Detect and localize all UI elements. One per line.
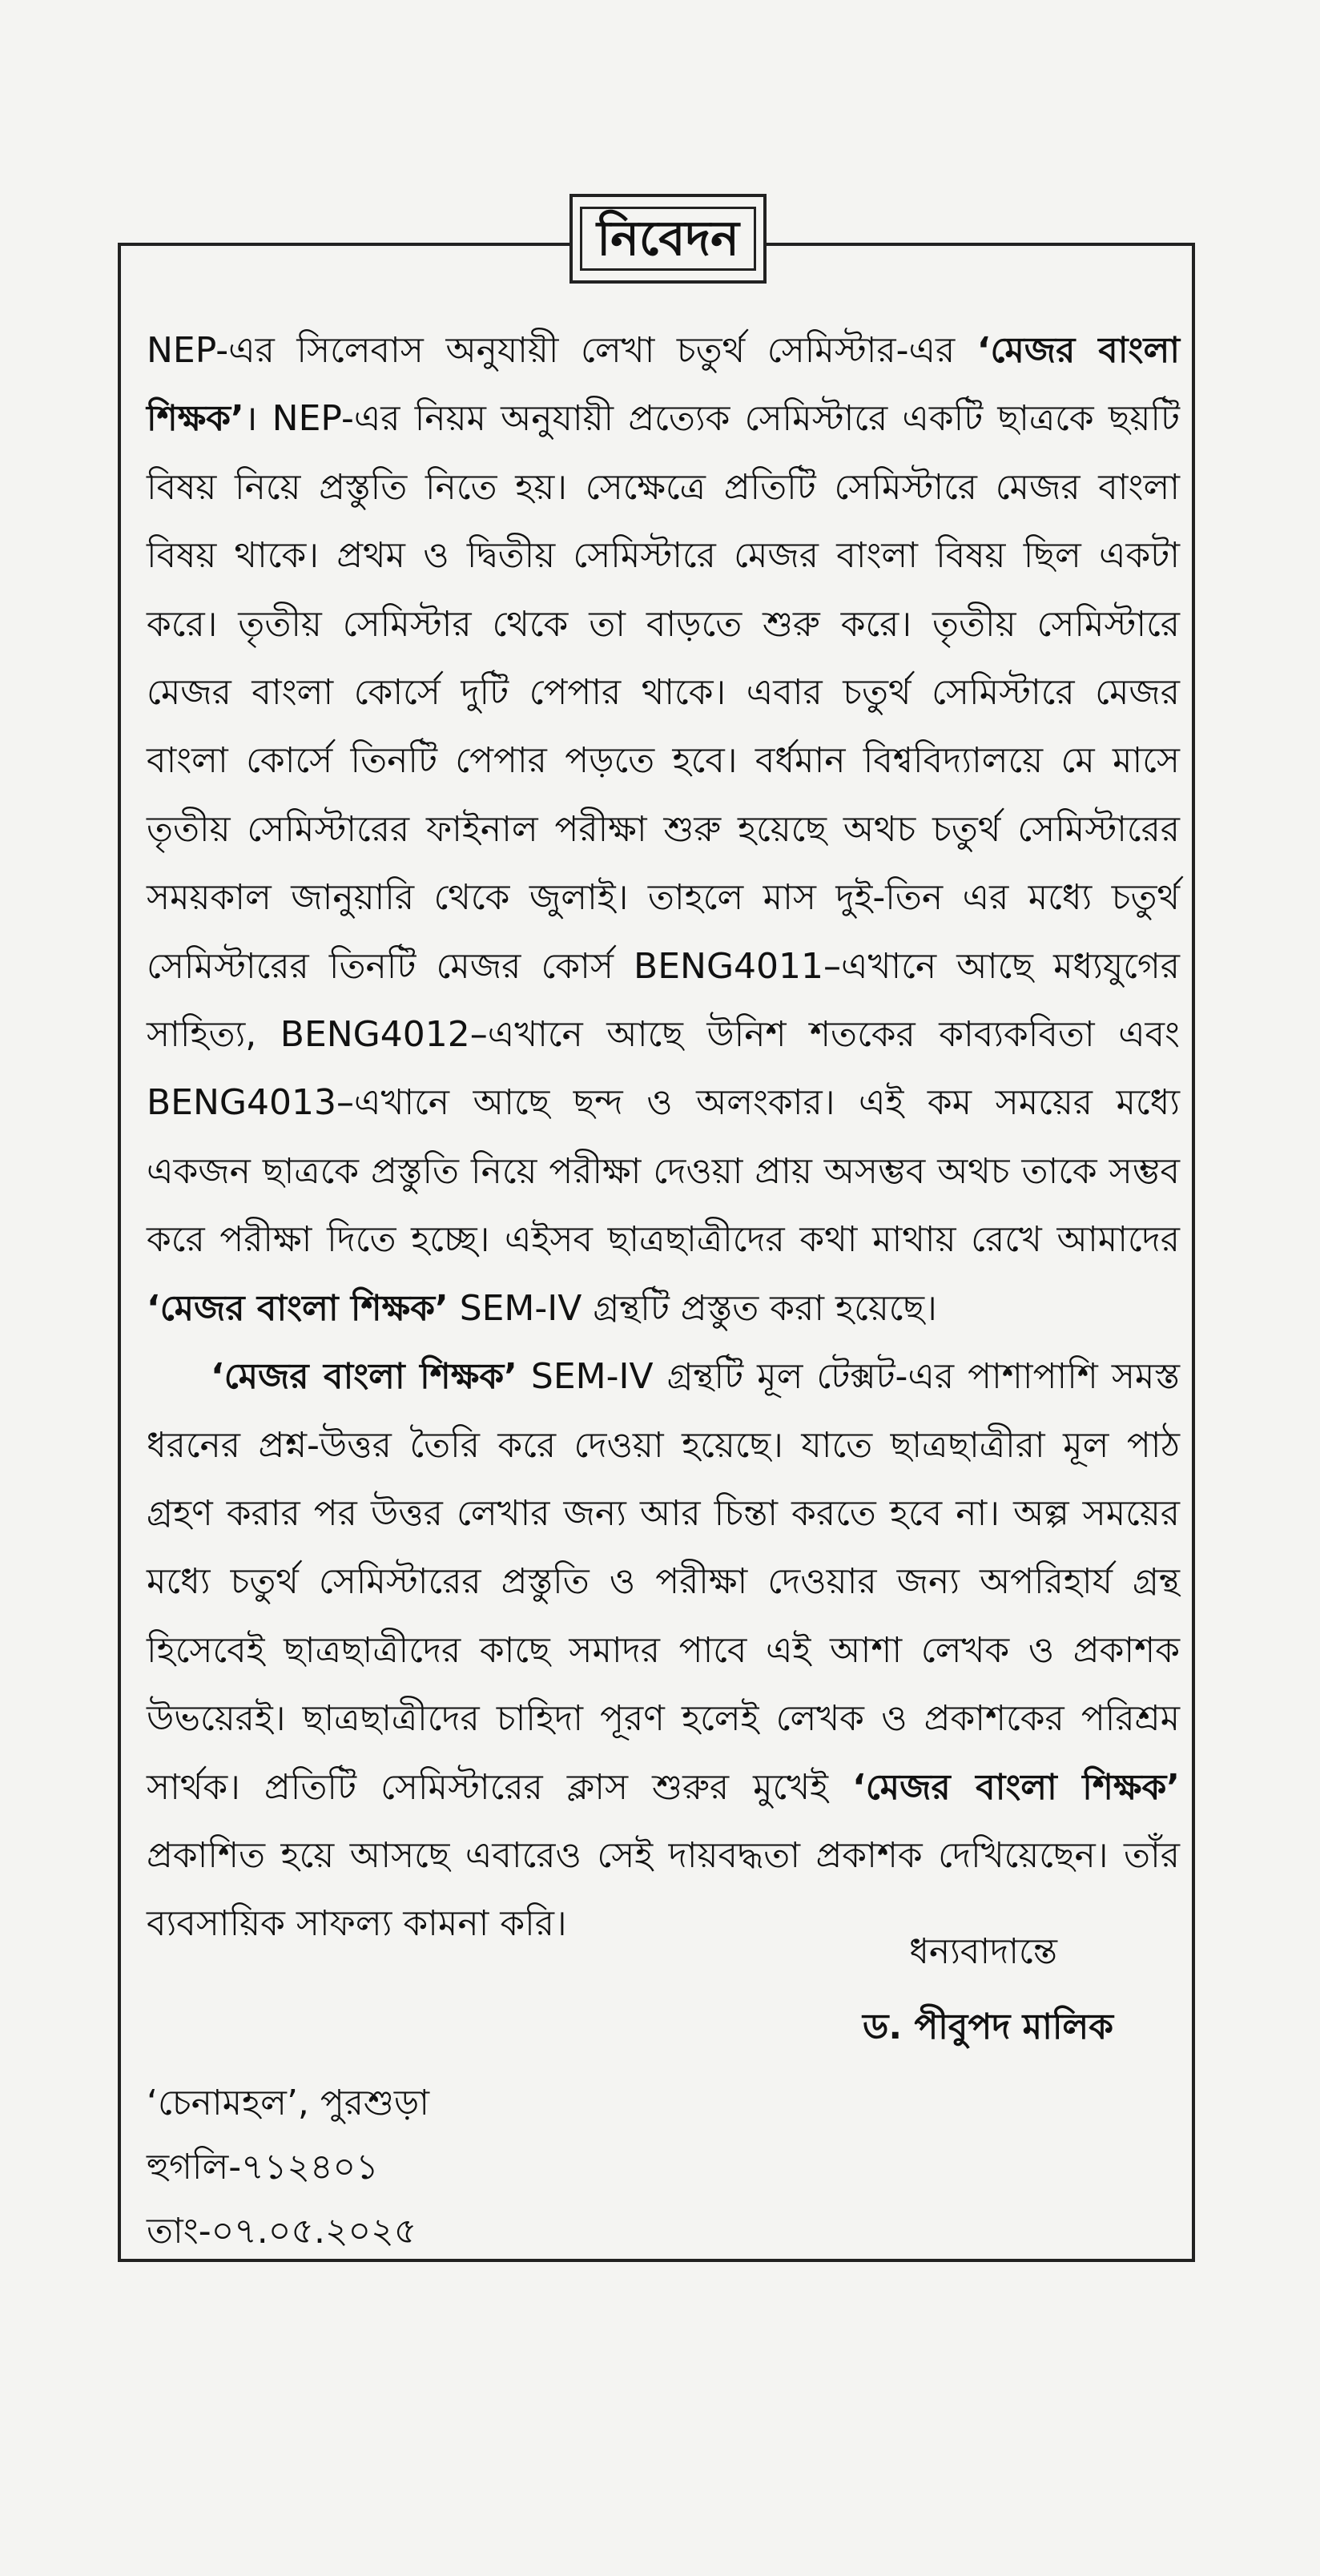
signature-thanks: ধন্যবাদান্তে xyxy=(909,1931,1057,1972)
title-box xyxy=(569,194,767,284)
address-line-2: হুগলি-৭১২৪০১ xyxy=(147,2147,379,2188)
book-title-highlight: ‘মেজর বাংলা শিক্ষক’ xyxy=(147,330,1180,440)
address-line-1: ‘চেনামহল’, পুরশুড়া xyxy=(147,2083,430,2123)
signature-author: ড. পীবুপদ মালিক xyxy=(862,2006,1113,2047)
book-title-highlight: ‘মেজর বাংলা শিক্ষক’ xyxy=(211,1356,517,1398)
signature-block xyxy=(863,1914,1113,2065)
paragraph-1 xyxy=(147,316,1180,1342)
book-title-highlight: ‘মেজর বাংলা শিক্ষক’ xyxy=(147,1287,449,1329)
para2-text-2: প্রকাশিত হয়ে আসছে এবারেও সেই দায়বদ্ধতা প্রকাশক দেখিয়েছেন। তাঁর ব্যবসায়িক সাফল্য কামনা করি। xyxy=(147,1834,1180,1945)
address-date: তাং-০৭.০৫.২০২৫ xyxy=(147,2211,417,2252)
para2-text-1: SEM-IV গ্রন্থটি মূল টেক্সট-এর পাশাপাশি সমস্ত ধরনের প্রশ্ন-উত্তর তৈরি করে দেওয়া হয়েছে। যাতে ছাত্রছাত্রীরা মূল পাঠ গ্রহণ করার পর উত্তর লেখার জন্য আর চিন্তা করতে হবে না। অল্প সময়ের মধ্যে চতুর্থ সেমিস্টারের প্রস্তুতি ও পরীক্ষা দেওয়ার জন্য অপরিহার্য গ্রন্থ হিসেবেই ছাত্রছাত্রীদের কাছে সমাদর পাবে এই আশা লেখক ও প্রকাশক উভয়েরই। ছাত্রছাত্রীদের চাহিদা পূরণ হলেই লেখক ও প্রকাশকের পরিশ্রম সার্থক। প্রতিটি সেমিস্টারের ক্লাস শুরুর মুখেই xyxy=(147,1356,1181,1808)
paragraph-2 xyxy=(147,1342,1180,1958)
para1-text-2: । NEP-এর নিয়ম অনুযায়ী প্রত্যেক সেমিস্টারে একটি ছাত্রকে ছয়টি বিষয় নিয়ে প্রস্তুতি নিতে হয়। সেক্ষেত্রে প্রতিটি সেমিস্টারে মেজর বাংলা বিষয় থাকে। প্রথম ও দ্বিতীয় সেমিস্টারে মেজর বাংলা বিষয় ছিল একটা করে। তৃতীয় সেমিস্টার থেকে তা বাড়তে শুরু করে। তৃতীয় সেমিস্টারে মেজর বাংলা কোর্সে দুটি পেপার থাকে। এবার চতুর্থ সেমিস্টারে মেজর বাংলা কোর্সে তিনটি পেপার পড়তে হবে। বর্ধমান বিশ্ববিদ্যালয়ে মে মাসে তৃতীয় সেমিস্টারের ফাইনাল পরীক্ষা শুরু হয়েছে অথচ চতুর্থ সেমিস্টারের সময়কাল জানুয়ারি থেকে জুলাই। তাহলে মাস দুই-তিন এর মধ্যে চতুর্থ সেমিস্টারের তিনটি মেজর কোর্স BENG4011–এখানে আছে মধ্যযুগের সাহিত্য, BENG4012–এখানে আছে উনিশ শতকের কাব্যকবিতা এবং BENG4013–এখানে আছে ছন্দ ও অলংকার। এই কম সময়ের মধ্যে একজন ছাত্রকে প্রস্তুতি নিয়ে পরীক্ষা দেওয়া প্রায় অসম্ভব অথচ তাকে সম্ভব করে পরীক্ষা দিতে হচ্ছে। এইসব ছাত্রছাত্রীদের কথা মাথায় রেখে আমাদের xyxy=(147,398,1180,1261)
para1-text-3: SEM-IV গ্রন্থটি প্রস্তুত করা হয়েছে। xyxy=(448,1287,937,1329)
body-text xyxy=(147,316,1180,1958)
address-block xyxy=(147,2071,429,2264)
book-title-highlight: ‘মেজর বাংলা শিক্ষক’ xyxy=(852,1766,1180,1808)
para1-text-1: NEP-এর সিলেবাস অনুযায়ী লেখা চতুর্থ সেমিস্টার-এর xyxy=(147,330,977,371)
page-title: নিবেদন xyxy=(580,207,756,271)
